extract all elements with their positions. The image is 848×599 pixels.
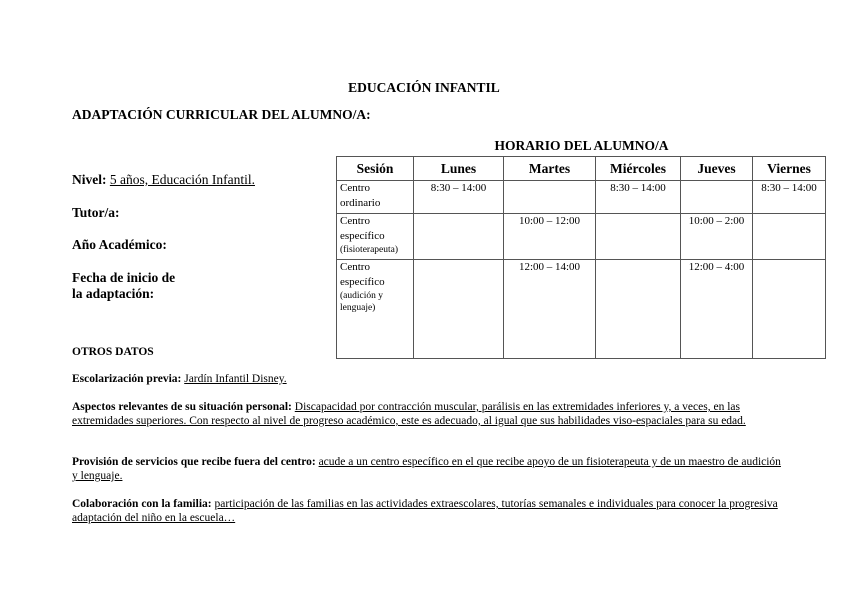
session-cell [337,214,414,260]
provision-value: acude a un centro específico en el que recibe apoyo de un fisioterapeuta y de un maestro de audición y lenguaje. [72,456,781,482]
colaboracion-value: participación de las familias en las actividades extraescolares, tutorías semanales e individuales para conocer la progresiva adaptación del niño en la escuela… [72,498,778,524]
session-line-2: ordinario [340,197,381,209]
session-cell [337,260,414,359]
time-cell [753,214,826,260]
col-header-jueves: Jueves [681,157,753,181]
session-line-1: Centro [340,182,370,194]
document-subtitle: ADAPTACIÓN CURRICULAR DEL ALUMNO/A: [72,107,371,122]
time-cell: 12:00 – 14:00 [504,260,596,359]
schedule-title: HORARIO DEL ALUMNO/A [494,138,669,153]
col-header-sesion: Sesión [337,157,414,181]
time-cell: 12:00 – 4:00 [681,260,753,359]
time-cell: 8:30 – 14:00 [753,181,826,214]
col-header-miercoles: Miércoles [596,157,681,181]
col-header-viernes: Viernes [753,157,826,181]
fecha-inicio-line-2: la adaptación: [72,286,155,301]
time-cell [504,181,596,214]
session-line-2: específico [340,276,385,288]
time-cell [596,214,681,260]
otros-datos-heading: OTROS DATOS [72,346,154,358]
session-line-1: Centro [340,261,370,273]
time-cell [414,260,504,359]
escolarizacion-label: Escolarización previa: [72,373,182,385]
colaboracion-paragraph [72,497,782,525]
session-cell [337,181,414,214]
time-cell: 10:00 – 2:00 [681,214,753,260]
table-row [337,214,826,260]
session-line-2: específico [340,230,385,242]
aspectos-label: Aspectos relevantes de su situación personal: [72,401,292,413]
time-cell: 8:30 – 14:00 [596,181,681,214]
anio-academico-label: Año Académico: [72,237,167,252]
provision-label: Provisión de servicios que recibe fuera del centro: [72,456,316,468]
colaboracion-label: Colaboración con la familia: [72,498,212,510]
schedule-table [336,156,826,359]
nivel-field [72,172,255,188]
fecha-inicio-line-1: Fecha de inicio de [72,270,176,285]
escolarizacion-value: Jardín Infantil Disney. [184,373,287,385]
session-line-1: Centro [340,215,370,227]
col-header-lunes: Lunes [414,157,504,181]
aspectos-value: Discapacidad por contracción muscular, parálisis en las extremidades inferiores y, a veces, en las extremidades superiores. Con respecto al nivel de progreso académico, este es adecuado, al igual que sus habilidades viso-espaciales para su edad. [72,401,746,427]
tutor-label: Tutor/a: [72,205,120,220]
table-row [337,181,826,214]
nivel-value: 5 años, Educación Infantil. [109,172,255,187]
col-header-martes: Martes [504,157,596,181]
session-note: (fisioterapeuta) [340,245,399,255]
time-cell: 8:30 – 14:00 [414,181,504,214]
escolarizacion-paragraph [72,372,782,386]
aspectos-paragraph [72,400,782,428]
time-cell [753,260,826,359]
table-row [337,260,826,359]
time-cell [681,181,753,214]
time-cell [414,214,504,260]
schedule-header-row [337,157,826,181]
document-title: EDUCACIÓN INFANTIL [348,80,500,95]
nivel-label: Nivel: [72,172,107,187]
time-cell [596,260,681,359]
session-note: (audición y lenguaje) [340,291,384,313]
fecha-inicio-label [72,270,175,302]
provision-paragraph [72,455,782,483]
time-cell: 10:00 – 12:00 [504,214,596,260]
